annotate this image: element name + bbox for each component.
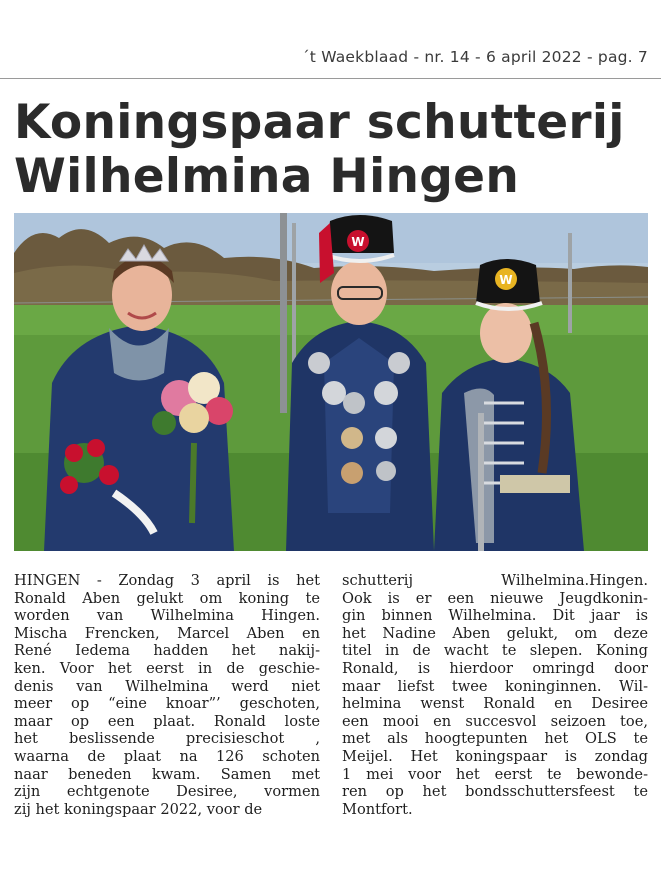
headline (14, 96, 654, 204)
article-line: helmina wenst Ronald en Desiree (342, 695, 648, 713)
article-line: waarna de plaat na 126 schoten (14, 747, 320, 765)
article-line: Ronald Aben gelukt om koning te (14, 589, 320, 607)
headline-line-2: Wilhelmina Hingen (14, 149, 520, 204)
article-line: ken. Voor het eerst in de geschie- (14, 659, 320, 677)
article-line: Ronald, is hierdoor omringd door (342, 659, 648, 677)
article-line: een mooi en succesvol seizoen toe, (342, 712, 648, 730)
article-line: meer op “eine knoar”’ geschoten, (14, 695, 320, 713)
article-line: René Iedema hadden het nakij- (14, 642, 320, 660)
article-line: Montfort. (342, 800, 413, 818)
article-line: schutterij Wilhelmina.Hingen. (342, 572, 648, 589)
article-line: denis van Wilhelmina werd niet (14, 677, 320, 695)
article-line: maar op een plaat. Ronald loste (14, 712, 320, 730)
page-header: ´t Waekblaad - nr. 14 - 6 april 2022 - pag. 7 (301, 48, 648, 66)
article-line: Ook is er een nieuwe Jeugdkonin- (342, 589, 648, 607)
article-line: met als hoogtepunten het OLS te (342, 730, 648, 748)
article-line: HINGEN - Zondag 3 april is het (14, 572, 320, 589)
article-line: Meijel. Het koningspaar is zondag (342, 747, 648, 765)
badge-letter-red: W (351, 235, 365, 249)
article-line: het Nadine Aben gelukt, om deze (342, 624, 648, 642)
article-line: worden van Wilhelmina Hingen. (14, 607, 320, 625)
article-line: zijn echtgenote Desiree, vormen (14, 783, 320, 801)
article-photo (14, 213, 648, 551)
pole (280, 213, 287, 413)
badge-letter-yellow: W (499, 273, 513, 287)
article-column-2 (342, 572, 648, 818)
article-line: Mischa Frencken, Marcel Aben en (14, 624, 320, 642)
article-line: zij het koningspaar 2022, voor de (14, 800, 263, 818)
article-column-1 (14, 572, 320, 818)
article-line: maar liefst twee koninginnen. Wil- (342, 677, 648, 695)
article-line: gin binnen Wilhelmina. Dit jaar is (342, 607, 648, 625)
article-line: 1 mei voor het eerst te bewonde- (342, 765, 648, 783)
header-rule (0, 78, 661, 79)
article-line: titel in de wacht te slepen. Koning (342, 642, 648, 660)
article-line: ren op het bondsschuttersfeest te (342, 783, 648, 801)
article-line: naar beneden kwam. Samen met (14, 765, 320, 783)
article-line: het beslissende precisieschot , (14, 730, 320, 748)
headline-line-1: Koningspaar schutterij (14, 95, 625, 150)
